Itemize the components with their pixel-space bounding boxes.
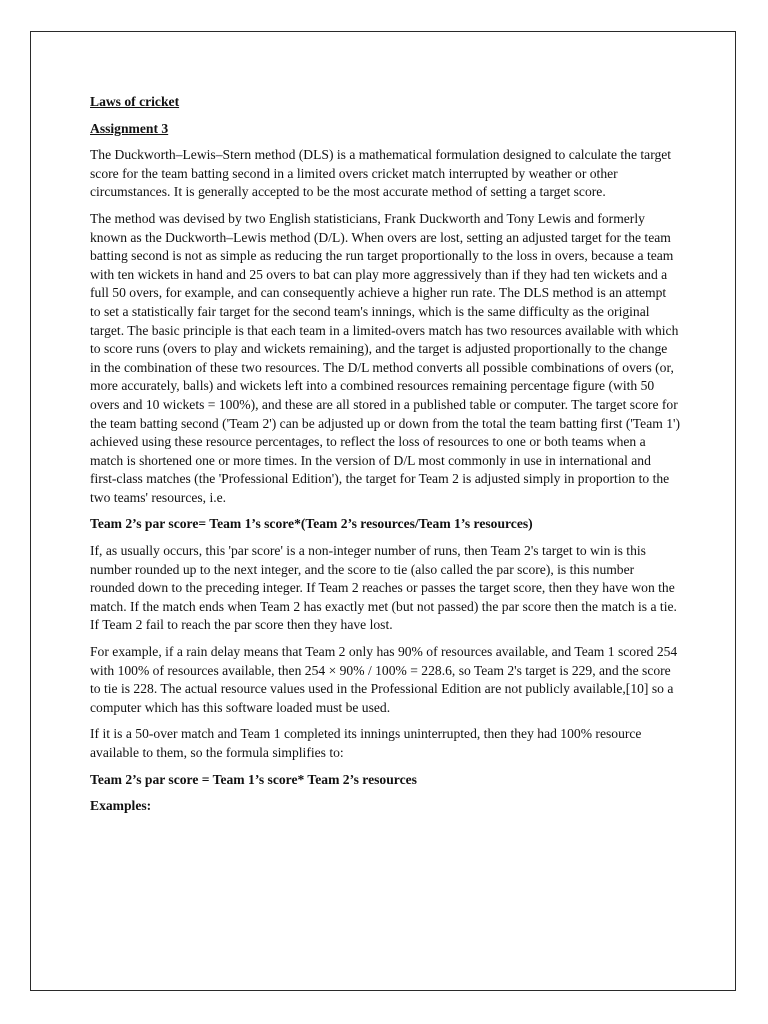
document-body xyxy=(90,93,680,816)
paragraph-50-over-match: If it is a 50-over match and Team 1 completed its innings uninterrupted, then they had 100% resource available to them, so the formula simplifies to: xyxy=(90,726,642,760)
paragraph-dls-intro: The Duckworth–Lewis–Stern method (DLS) is a mathematical formulation designed to calculate the target score for the team batting second in a limited overs cricket match interrupted by weather or other circumstances. It is generally accepted to be the most accurate method of setting a target score. xyxy=(90,147,672,200)
formula-simplified: Team 2’s par score = Team 1’s score* Team 2’s resources xyxy=(90,771,417,787)
document-title: Laws of cricket xyxy=(90,94,180,109)
examples-label: Examples: xyxy=(90,798,152,814)
paragraph-rain-delay-example: For example, if a rain delay means that Team 2 only has 90% of resources available, and Team 1 scored 254 with 100% of resources available, then 254 × 90% / 100% = 228.6, so Team 2's target is 229, and the score to tie is 228. The actual resource values used in the Professional Edition are not publicly available,[10] so a computer which has this software loaded must be used. xyxy=(90,644,678,715)
assignment-heading: Assignment 3 xyxy=(90,120,169,136)
paragraph-par-score-rules: If, as usually occurs, this 'par score' is a non-integer number of runs, then Team 2's target to win is this number rounded up to the next integer, and the score to tie (also called the par score), is this number rounded down to the preceding integer. If Team 2 reaches or passes the target score, then they have won the match. If the match ends when Team 2 has exactly met (but not passed) the par score then the match is a tie. If Team 2 fail to reach the par score then they have lost. xyxy=(90,543,677,633)
paragraph-method-description: The method was devised by two English statisticians, Frank Duckworth and Tony Lewis and formerly known as the Duckworth–Lewis method (D/L). When overs are lost, setting an adjusted target for the team batting second is not as simple as reducing the run target proportionally to the loss in overs, because a team with ten wickets in hand and 25 overs to bat can play more aggressively than if they had ten wickets and a full 50 overs, for example, and can consequently achieve a higher run rate. The DLS method is an attempt to set a statistically fair target for the second team's innings, which is the same difficulty as the original target. The basic principle is that each team in a limited-overs match has two resources available with which to score runs (overs to play and wickets remaining), and the target is adjusted proportionally to the change in the combination of these two resources. The D/L method converts all possible combinations of overs (or, more accurately, balls) and wickets left into a combined resources remaining percentage figure (with 50 overs and 10 wickets = 100%), and these are all stored in a published table or computer. The target score for the team batting second ('Team 2') can be adjusted up or down from the total the team batting first ('Team 1') achieved using these resource percentages, to reflect the loss of resources to one or both teams when a match is shortened one or more times. In the version of D/L most commonly in use in international and first-class matches (the 'Professional Edition'), the target for Team 2 is adjusted simply in proportion to the two teams' resources, i.e. xyxy=(90,210,680,505)
formula-par-score: Team 2’s par score= Team 1’s score*(Team 2’s resources/Team 1’s resources) xyxy=(90,516,533,532)
